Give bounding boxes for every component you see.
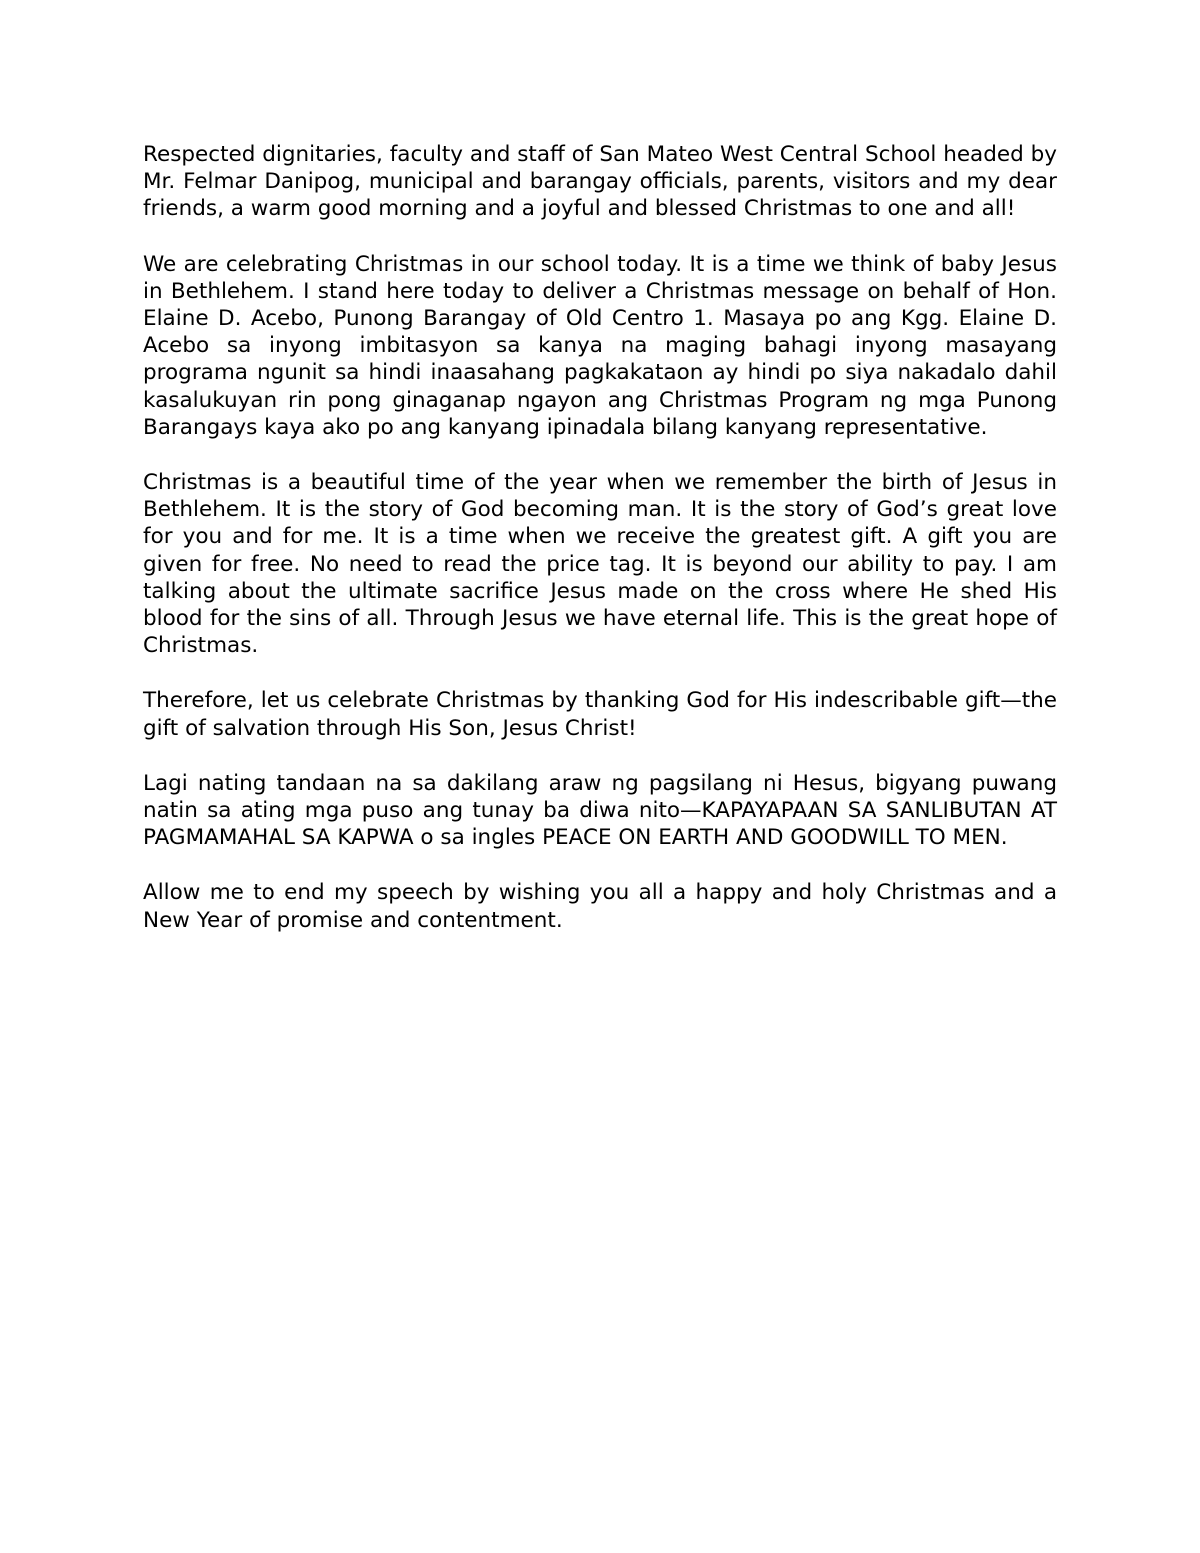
speech-body bbox=[143, 141, 1057, 962]
paragraph-christmas-meaning: Christmas is a beautiful time of the year when we remember the birth of Jesus in Bethlehem. It is the story of God becoming man. It is the story of God’s great love for you and for me. It is a time when we receive the greatest gift. A gift you are given for free. No need to read the price tag. It is beyond our ability to pay. I am talking about the ultimate sacrifice Jesus made on the cross where He shed His blood for the sins of all. Through Jesus we have eternal life. This is the great hope of Christmas. bbox=[143, 470, 1057, 659]
paragraph-introduction: We are celebrating Christmas in our school today. It is a time we think of baby Jesus in Bethlehem. I stand here today to deliver a Christmas message on behalf of Hon. Elaine D. Acebo, Punong Barangay of Old Centro 1. Masaya po ang Kgg. Elaine D. Acebo sa inyong imbitasyon sa kanya na maging bahagi inyong masayang programa ngunit sa hindi inaasahang pagkakataon ay hindi po siya nakadalo dahil kasalukuyan rin pong ginaganap ngayon ang Christmas Program ng mga Punong Barangays kaya ako po ang kanyang ipinadala bilang kanyang representative. bbox=[143, 251, 1057, 440]
paragraph-reminder: Lagi nating tandaan na sa dakilang araw ng pagsilang ni Hesus, bigyang puwang natin sa ating mga puso ang tunay ba diwa nito—KAPAYAPAAN SA SANLIBUTAN AT PAGMAMAHAL SA KAPWA o sa ingles PEACE ON EARTH AND GOODWILL TO MEN. bbox=[143, 770, 1057, 851]
paragraph-greeting: Respected dignitaries, faculty and staff of San Mateo West Central School headed by Mr. Felmar Danipog, municipal and barangay officials, parents, visitors and my dear friends, a warm good morning and a joyful and blessed Christmas to one and all! bbox=[143, 142, 1057, 222]
paragraph-closing: Allow me to end my speech by wishing you all a happy and holy Christmas and a New Year of promise and contentment. bbox=[143, 880, 1057, 933]
paragraph-thanksgiving: Therefore, let us celebrate Christmas by thanking God for His indescribable gift—the gift of salvation through His Son, Jesus Christ! bbox=[143, 688, 1057, 741]
